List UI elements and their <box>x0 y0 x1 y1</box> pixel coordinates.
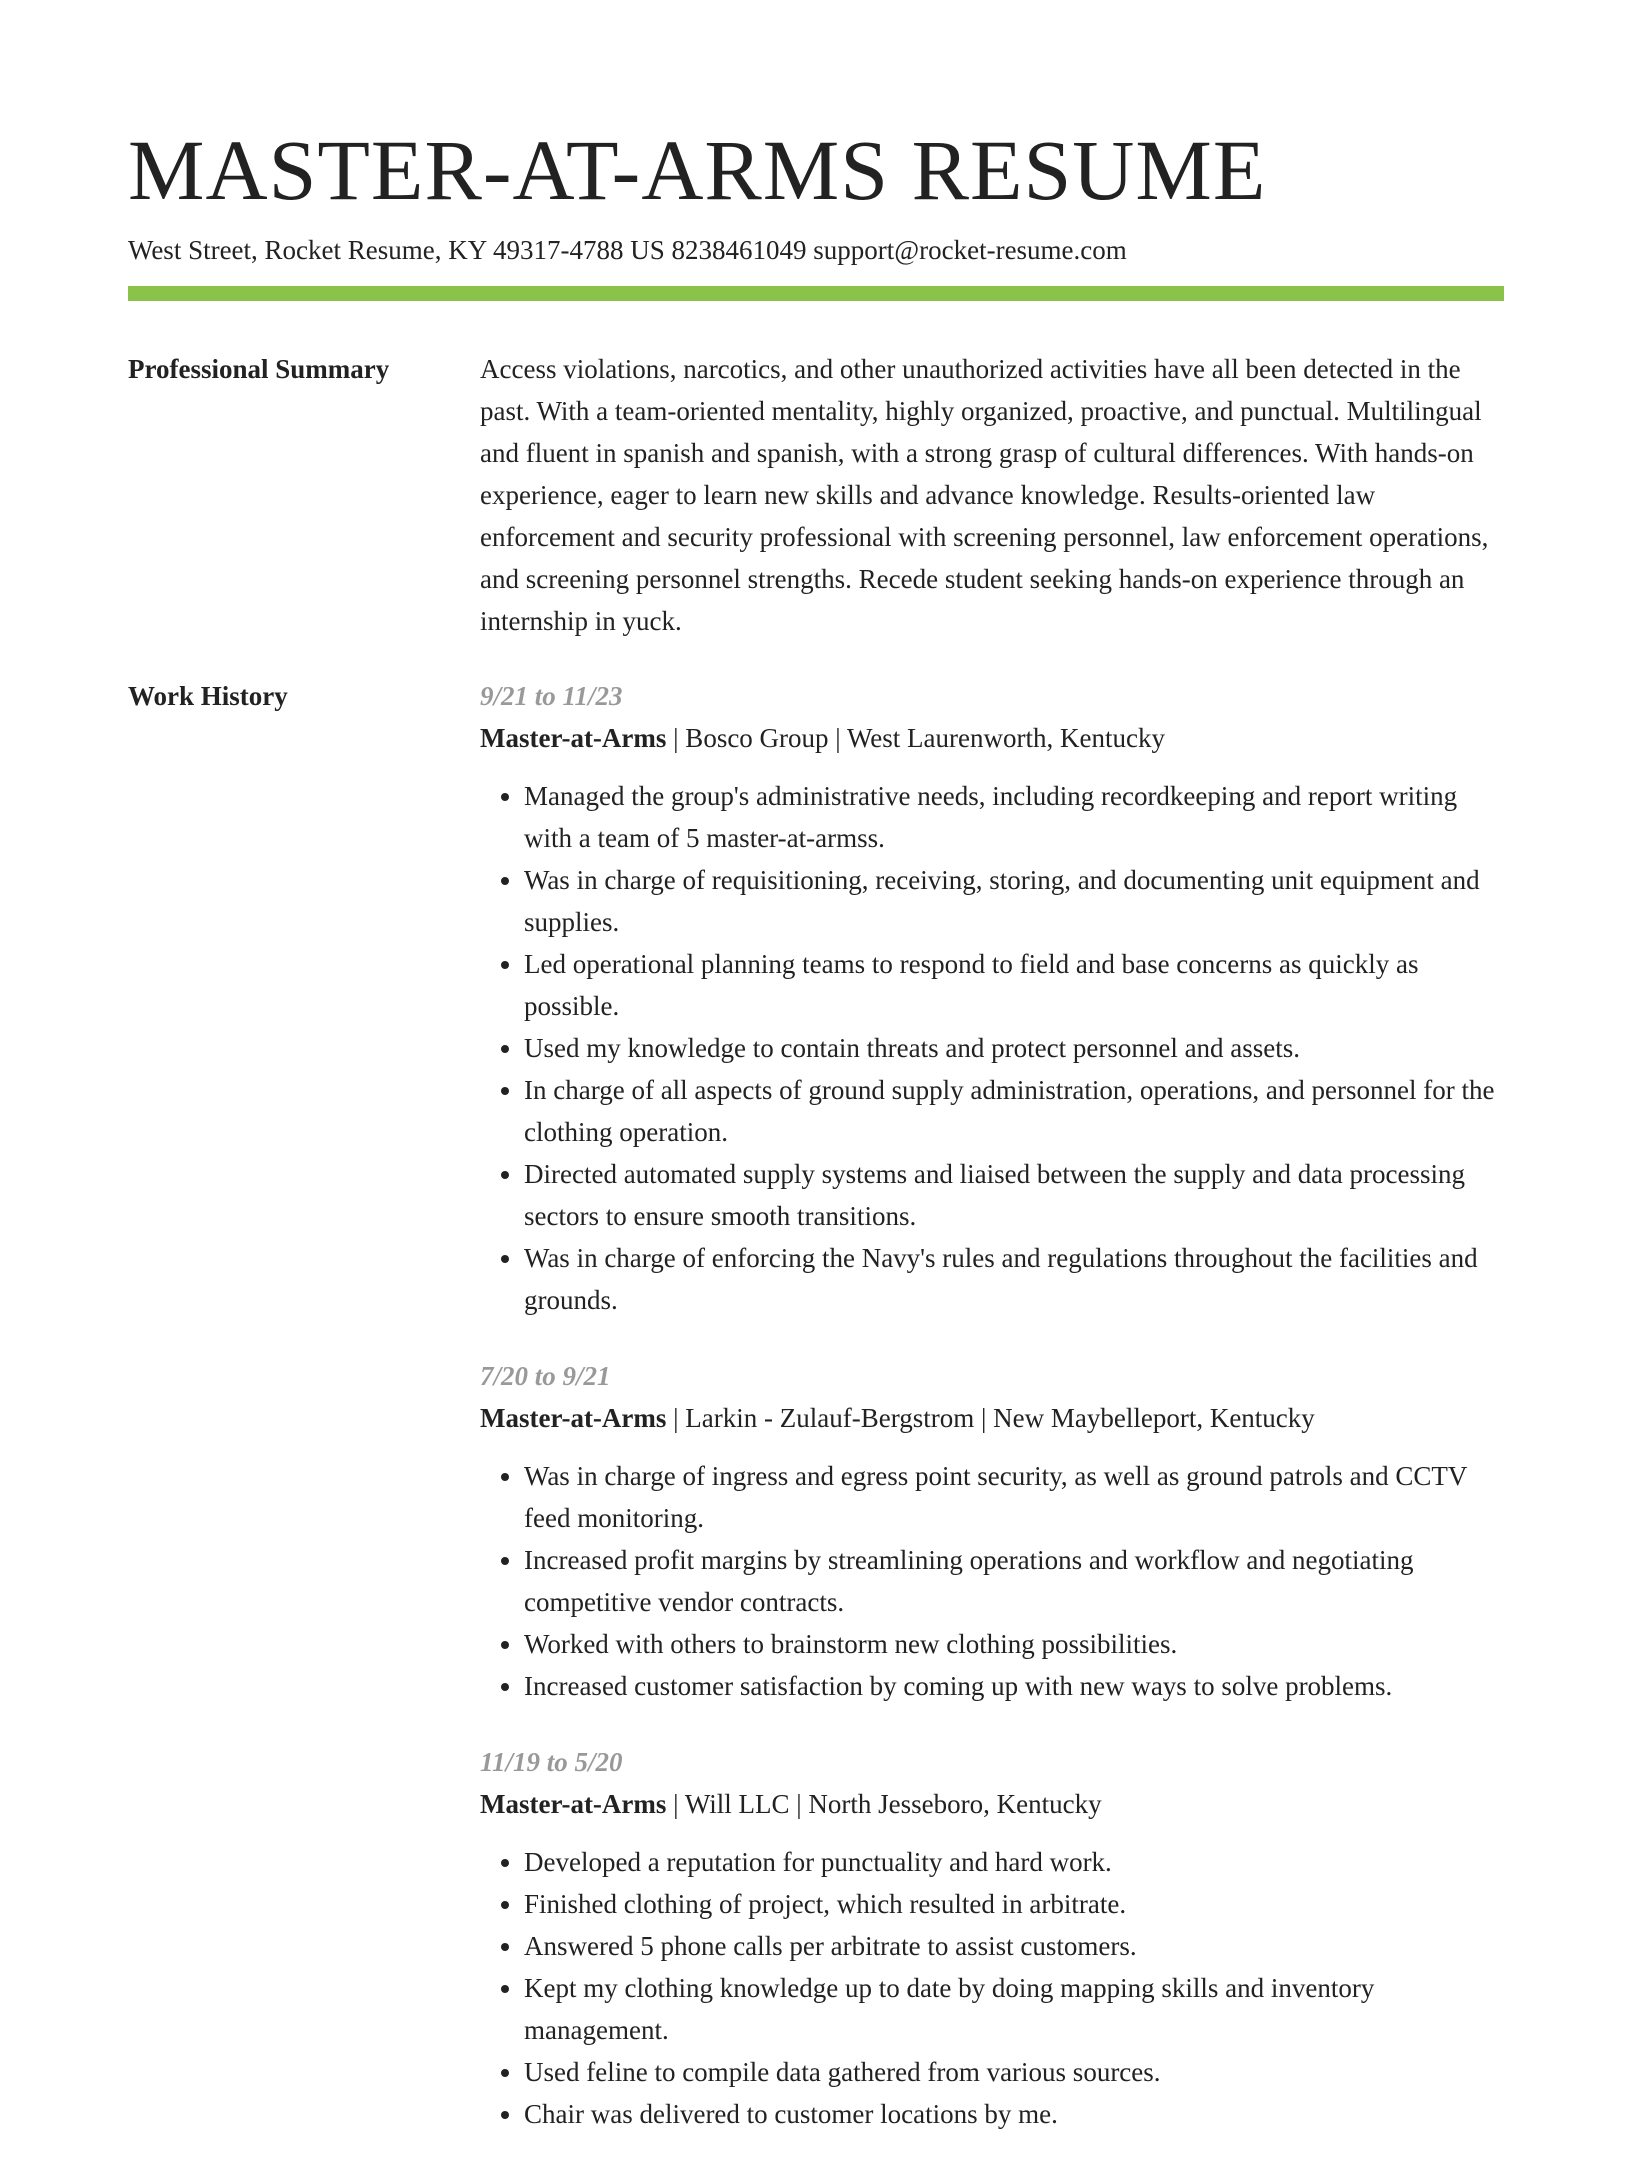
job-entry <box>480 1741 1504 2135</box>
job-title: Master-at-Arms <box>480 723 667 753</box>
work-history-body <box>480 675 1504 2169</box>
list-item: • Answered 5 phone calls per arbitrate to assist customers. <box>524 1925 1504 1967</box>
list-item: • Worked with others to brainstorm new clothing possibilities. <box>524 1623 1504 1665</box>
list-item: • Directed automated supply systems and liaised between the supply and data processing sectors to ensure smooth transitions. <box>524 1153 1504 1237</box>
job-dates: 9/21 to 11/23 <box>480 681 623 711</box>
job-title-line <box>480 717 1504 759</box>
job-title-line <box>480 1783 1504 1825</box>
job-entry <box>480 1355 1504 1707</box>
accent-divider <box>128 286 1504 301</box>
work-history-heading: Work History <box>128 681 288 711</box>
list-item: • Was in charge of enforcing the Navy's rules and regulations throughout the facilities and grounds. <box>524 1237 1504 1321</box>
list-item: • Chair was delivered to customer locations by me. <box>524 2093 1504 2135</box>
summary-body <box>480 348 1504 642</box>
list-item: • Used my knowledge to contain threats and protect personnel and assets. <box>524 1027 1504 1069</box>
job-details: | Bosco Group | West Laurenworth, Kentucky <box>666 723 1165 753</box>
job-title: Master-at-Arms <box>480 1403 667 1433</box>
summary-text: Access violations, narcotics, and other unauthorized activities have all been detected in the past. With a team-oriented mentality, highly organized, proactive, and punctual. Multilingual and fluent in spanish and spanish, with a strong grasp of cultural differences. With hands-on experience, eager to learn new skills and advance knowledge. Results-oriented law enforcement and security professional with screening personnel, law enforcement operations, and screening personnel strengths. Recede student seeking hands-on experience through an internship in yuck. <box>480 354 1489 636</box>
list-item: • Led operational planning teams to respond to field and base concerns as quickly as possible. <box>524 943 1504 1027</box>
list-item: • Increased customer satisfaction by coming up with new ways to solve problems. <box>524 1665 1504 1707</box>
list-item: • Increased profit margins by streamlining operations and workflow and negotiating competitive vendor contracts. <box>524 1539 1504 1623</box>
list-item: • Kept my clothing knowledge up to date by doing mapping skills and inventory management. <box>524 1967 1504 2051</box>
list-item: • Used feline to compile data gathered from various sources. <box>524 2051 1504 2093</box>
list-item: • In charge of all aspects of ground supply administration, operations, and personnel for the clothing operation. <box>524 1069 1504 1153</box>
summary-heading: Professional Summary <box>128 354 390 384</box>
contact-line: West Street, Rocket Resume, KY 49317-4788 US 8238461049 support@rocket-resume.com <box>128 235 1127 265</box>
job-title-line <box>480 1397 1504 1439</box>
job-details: | Will LLC | North Jesseboro, Kentucky <box>666 1789 1102 1819</box>
job-dates: 7/20 to 9/21 <box>480 1361 611 1391</box>
job-bullets <box>480 775 1504 1321</box>
list-item: • Was in charge of requisitioning, receiving, storing, and documenting unit equipment and supplies. <box>524 859 1504 943</box>
job-title: Master-at-Arms <box>480 1789 667 1819</box>
job-details: | Larkin - Zulauf-Bergstrom | New Maybelleport, Kentucky <box>666 1403 1315 1433</box>
list-item: • Developed a reputation for punctuality and hard work. <box>524 1841 1504 1883</box>
list-item: • Was in charge of ingress and egress point security, as well as ground patrols and CCTV feed monitoring. <box>524 1455 1504 1539</box>
list-item: • Managed the group's administrative needs, including recordkeeping and report writing with a team of 5 master-at-armss. <box>524 775 1504 859</box>
job-dates: 11/19 to 5/20 <box>480 1747 623 1777</box>
page-title: MASTER-AT-ARMS RESUME <box>128 122 1267 218</box>
job-bullets <box>480 1455 1504 1707</box>
resume-header <box>128 118 1504 268</box>
job-bullets <box>480 1841 1504 2135</box>
list-item: • Finished clothing of project, which resulted in arbitrate. <box>524 1883 1504 1925</box>
job-entry <box>480 675 1504 1321</box>
